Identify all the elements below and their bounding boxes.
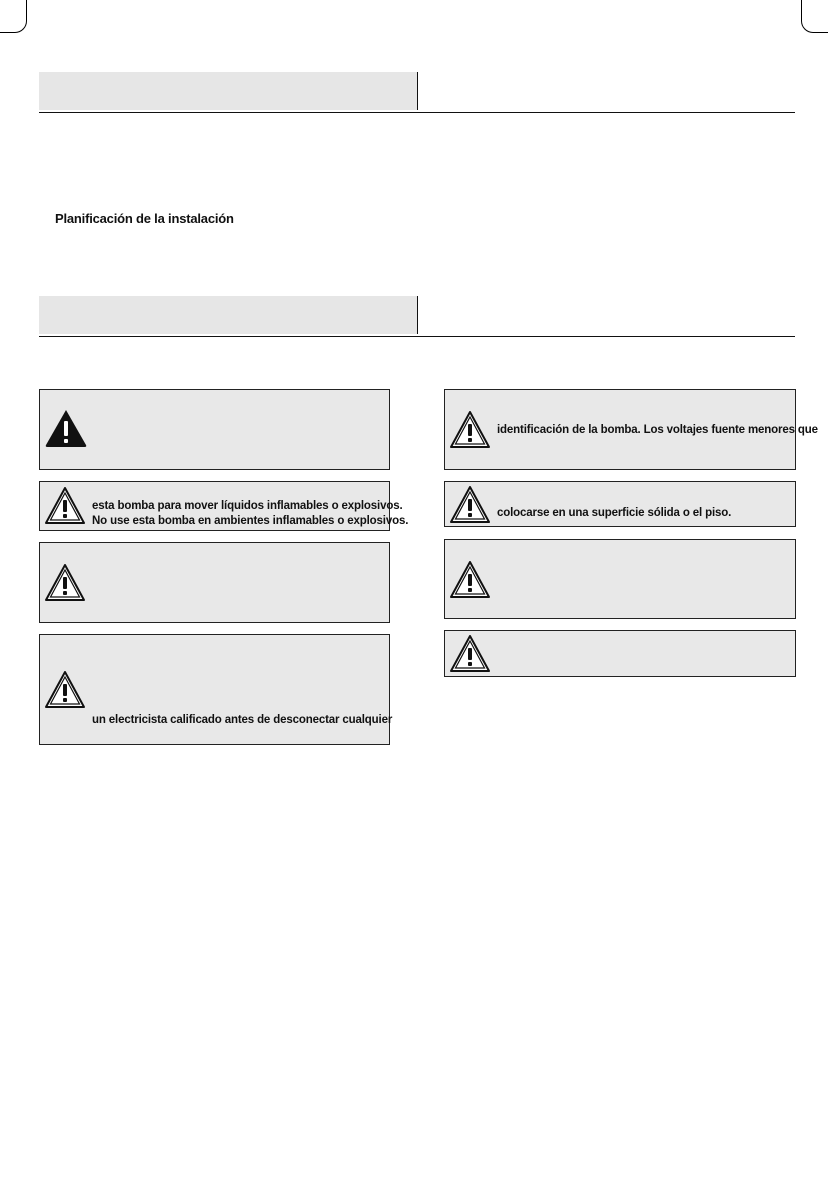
warning-line: un electricista calificado antes de desconectar cualquier <box>92 714 393 726</box>
warning-box-left-2 <box>39 481 409 531</box>
warning-box-left-4 <box>39 634 393 745</box>
warning-box-right-1 <box>444 389 818 470</box>
warning-box-right-4 <box>444 630 796 677</box>
planning-heading: Planificación de la instalación <box>55 211 234 226</box>
warning-text-left-2 <box>92 499 408 529</box>
warning-triangle-outline-icon <box>449 485 491 525</box>
warning-line: No use esta bomba en ambientes inflamables o explosivos. <box>92 515 409 527</box>
warning-box-right-2 <box>444 481 796 527</box>
warning-text-right-1 <box>497 423 818 438</box>
crop-mark-top-right <box>801 0 828 33</box>
warning-triangle-outline-icon <box>449 560 491 600</box>
section-header-1-bar <box>39 72 418 110</box>
warning-line: colocarse en una superficie sólida o el piso. <box>497 507 732 519</box>
warning-triangle-outline-icon <box>449 634 491 674</box>
warning-line: esta bomba para mover líquidos inflamables o explosivos. <box>92 500 403 512</box>
section-header-2 <box>39 296 795 337</box>
warning-triangle-outline-icon <box>44 563 86 603</box>
warning-box-right-3 <box>444 539 796 619</box>
warning-line: identificación de la bomba. Los voltajes fuente menores que <box>497 424 818 436</box>
crop-mark-top-left <box>0 0 27 33</box>
section-header-2-bar <box>39 296 418 334</box>
warning-triangle-outline-icon <box>449 410 491 450</box>
warning-text-left-4 <box>92 713 392 728</box>
warning-box-left-1 <box>39 389 390 470</box>
warning-triangle-outline-icon <box>44 670 86 710</box>
warning-triangle-outline-icon <box>44 486 86 526</box>
section-header-1 <box>39 72 795 113</box>
warning-text-right-2 <box>497 506 731 521</box>
warning-triangle-solid-icon <box>44 408 88 448</box>
warning-box-left-3 <box>39 542 390 623</box>
